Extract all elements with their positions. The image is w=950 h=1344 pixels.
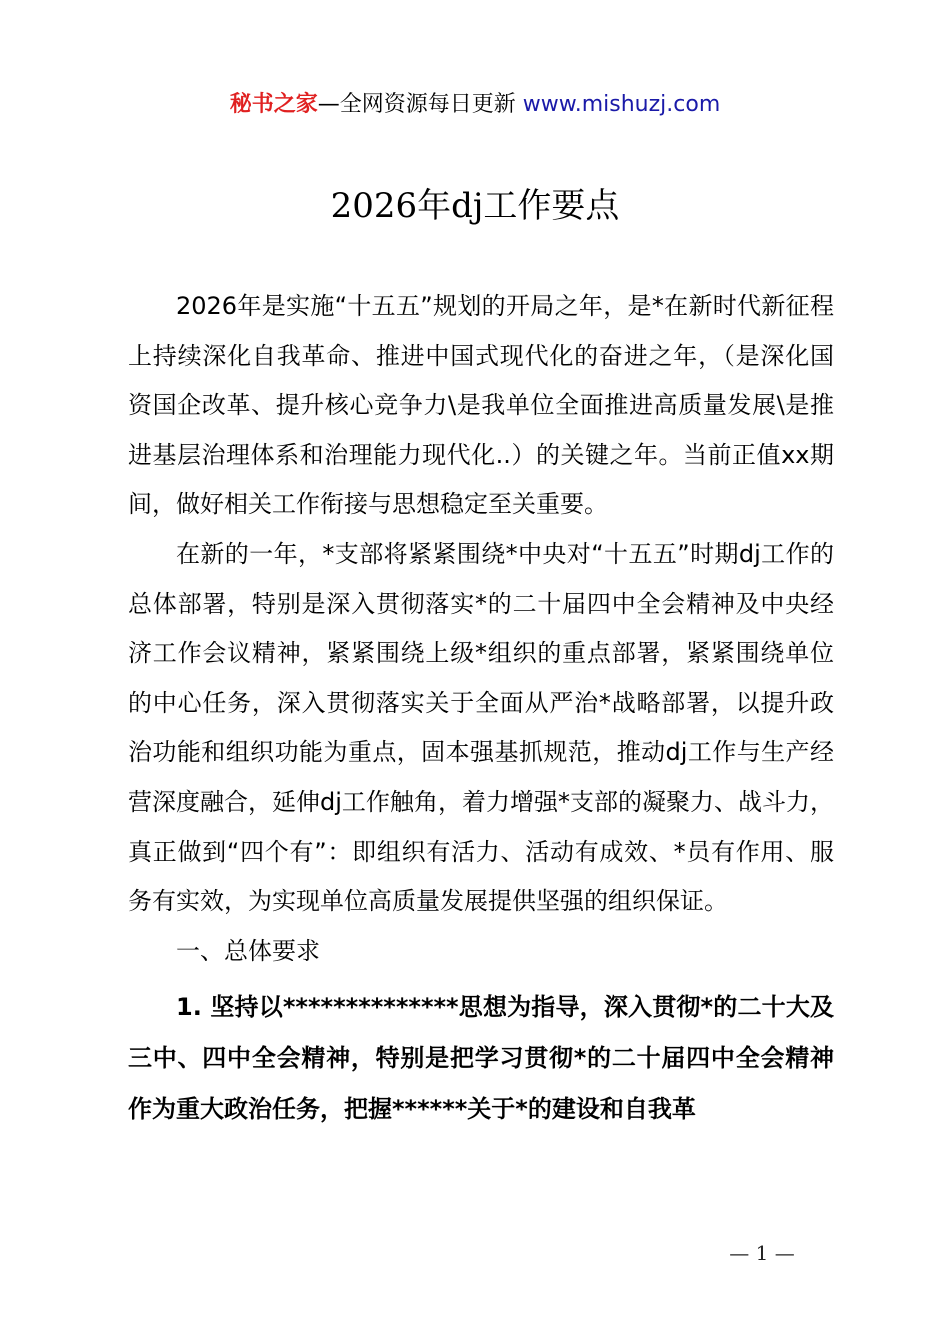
overview-paragraph: 在新的一年，*支部将紧紧围绕*中央对“十五五”时期dj工作的总体部署，特别是深入贯彻落实*的二十届四中全会精神及中央经济工作会议精神，紧紧围绕上级*组织的重点部署，紧紧围绕单位的中心任务，深入贯彻落实关于全面从严治*战略部署，以提升政治功能和组织功能为重点，固本强基抓规范，推动dj工作与生产经营深度融合，延伸dj工作触角，着力增强*支部的凝聚力、战斗力，真正做到“四个有”：即组织有活力、活动有成效、*员有作用、服务有实效，为实现单位高质量发展提供坚强的组织保证。 [128,539,834,916]
brand-name: 秘书之家 [229,92,318,117]
page-number: — 1 — [729,1241,795,1265]
intro-paragraph: 2026年是实施“十五五”规划的开局之年，是*在新时代新征程上持续深化自我革命、推进中国式现代化的奋进之年，（是深化国资国企改革、提升核心竞争力\是我单位全面推进高质量发展\是推进基层治理体系和治理能力现代化..）的关键之年。当前正值xx期间，做好相关工作衔接与思想稳定至关重要。 [128,292,834,519]
website-link[interactable]: www.mishuzj.com [522,92,721,117]
point-1-paragraph: 1. 坚持以**************思想为指导，深入贯彻*的二十大及三中、四中全会精神，特别是把学习贯彻*的二十届四中全会精神作为重大政治任务，把握******关于*的建设和自我革 [128,993,834,1124]
site-banner [0,88,950,122]
document-title: 2026年dj工作要点 [330,186,620,226]
banner-slogan: —全网资源每日更新 [317,92,516,117]
document-body [128,282,834,1135]
section-heading: 一、总体要求 [176,936,320,965]
